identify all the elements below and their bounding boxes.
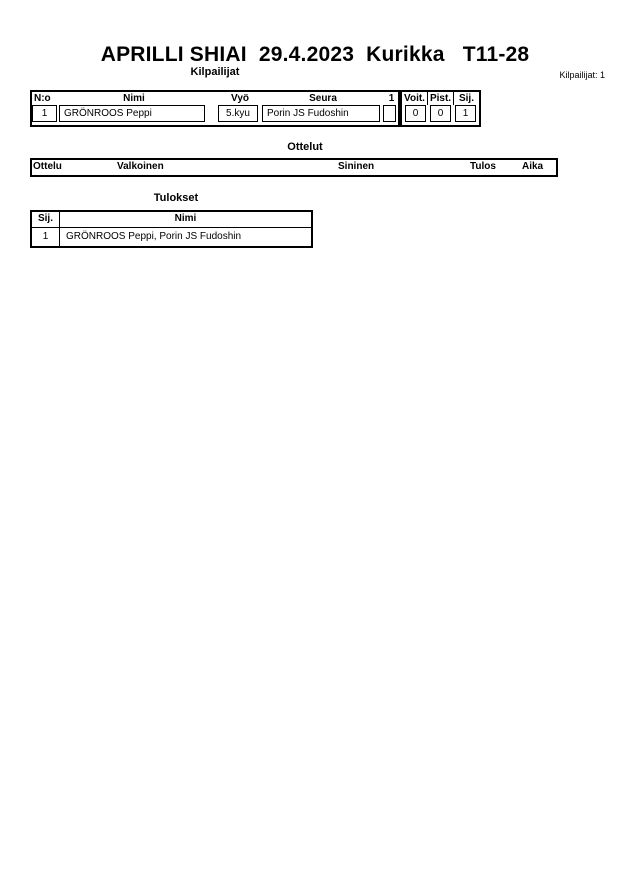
competitors-count-label: Kilpailijat: 1 xyxy=(559,70,605,80)
column-header-seura: Seura xyxy=(309,93,337,104)
ottelut-table xyxy=(30,158,558,177)
column-header-vyo: Vyö xyxy=(231,93,249,104)
table-row xyxy=(32,228,311,246)
cell-competitor-wins: 0 xyxy=(405,105,426,122)
column-header-sininen: Sininen xyxy=(338,161,375,172)
column-header-pist: Pist. xyxy=(427,92,453,105)
column-header-tulos: Tulos xyxy=(470,161,496,172)
tulokset-header-row xyxy=(32,212,311,228)
column-header-nimi-result: Nimi xyxy=(174,213,197,224)
cell-competitor-number: 1 xyxy=(32,105,57,122)
cell-competitor-pool xyxy=(383,105,396,122)
cell-competitor-points: 0 xyxy=(430,105,451,122)
column-header-pool: 1 xyxy=(388,93,395,104)
cell-competitor-place: 1 xyxy=(455,105,476,122)
tulokset-table xyxy=(30,210,313,248)
cell-competitor-belt: 5.kyu xyxy=(218,105,258,122)
kilpailijat-stats-table xyxy=(400,90,481,127)
column-header-ottelu: Ottelu xyxy=(33,161,62,172)
kilpailijat-header-row xyxy=(32,92,398,105)
cell-competitor-name: GRÖNROOS Peppi xyxy=(59,105,205,122)
cell-result-name: GRÖNROOS Peppi, Porin JS Fudoshin xyxy=(66,231,242,242)
column-header-valkoinen: Valkoinen xyxy=(117,161,164,172)
stats-row xyxy=(402,105,479,123)
table-row xyxy=(32,105,398,123)
column-header-aika: Aika xyxy=(522,161,544,172)
column-header-voit: Voit. xyxy=(404,93,425,104)
page-title: APRILLI SHIAI 29.4.2023 Kurikka T11-28 xyxy=(100,43,530,66)
ottelut-heading: Ottelut xyxy=(287,141,323,153)
cell-competitor-club: Porin JS Fudoshin xyxy=(262,105,380,122)
cell-result-place: 1 xyxy=(32,228,60,246)
column-header-sij: Sij. xyxy=(453,92,479,105)
column-header-sij-result: Sij. xyxy=(32,212,60,227)
column-header-no: N:o xyxy=(34,93,51,104)
stats-header-row xyxy=(402,92,479,105)
kilpailijat-table xyxy=(30,90,400,127)
kilpailijat-heading: Kilpailijat xyxy=(190,66,240,78)
tulokset-heading: Tulokset xyxy=(153,192,199,204)
column-header-nimi: Nimi xyxy=(123,93,145,104)
